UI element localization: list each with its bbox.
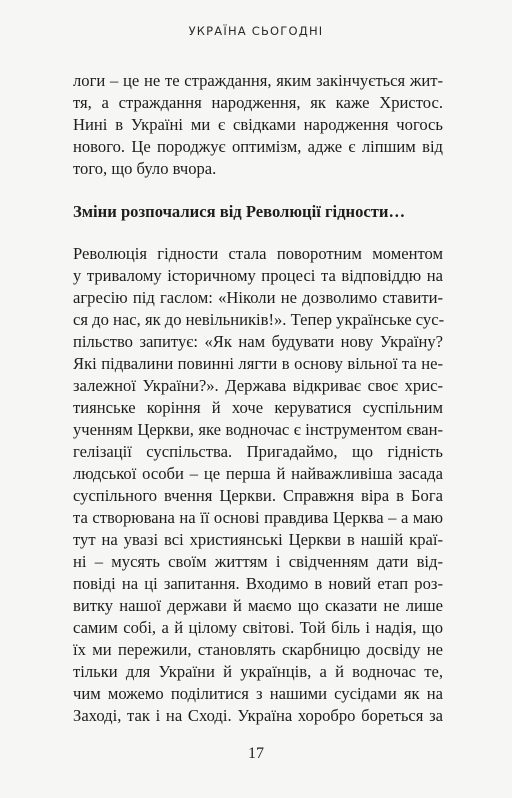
text-line: агресію під гаслом: «Ніколи не дозволимо ставити- <box>73 288 443 307</box>
text-line: суспільного вчення Церкви. Справжня віра в Бога <box>73 486 443 505</box>
section-heading: Зміни розпочалися від Революції гідности… <box>73 202 406 221</box>
text-line: самим собі, а й цілому світові. Той біль і надія, що <box>73 618 443 637</box>
text-line: Які підвалини повинні лягти в основу вільної та не- <box>73 354 443 373</box>
text-line: гелізації суспільства. Пригадаймо, що гідність <box>73 442 443 461</box>
text-line: ні – мусять своїм життям і свідченням дати від- <box>73 552 443 571</box>
text-line: ся до нас, як до невільників!». Тепер українське сус- <box>73 310 445 329</box>
text-line: тільки для України й українців, а й водночас те, <box>73 662 443 681</box>
text-line: ученням Церкви, яке водночас є інструментом єван- <box>73 420 443 439</box>
page-number: 17 <box>248 745 264 762</box>
text-line: нового. Це породжує оптимізм, адже є ліпшим від <box>73 137 443 156</box>
text-line: Заході, так і на Сході. Україна хоробро бореться за <box>73 706 443 725</box>
text-line: Революція гідности стала поворотним моментом <box>73 244 443 263</box>
text-line: пільство запитує: «Як нам будувати нову Україну? <box>73 332 443 351</box>
text-line: логи – це не те страждання, яким закінчується жит- <box>73 71 443 90</box>
text-line: Нині в Україні ми є свідками народження чогось <box>73 115 443 134</box>
text-line: їх ми пережили, становлять скарбницю досвіду не <box>73 640 443 659</box>
text-line: тиянське коріння й хоче керуватися суспільним <box>73 398 443 417</box>
text-line: людської особи – це перша й найважливіша засада <box>73 464 443 483</box>
text-line: повіді на ці запитання. Входимо в новий етап роз- <box>73 574 443 593</box>
text-line: тя, а страждання народження, як каже Христос. <box>73 93 443 112</box>
text-line: та створювана на її основі правдива Церква – а маю <box>73 508 443 527</box>
text-line: у тривалому історичному процесі та відповіддю на <box>73 266 443 285</box>
running-header: УКРАЇНА СЬОГОДНІ <box>188 24 324 38</box>
text-line: тут на увазі всі християнські Церкви в нашій краї- <box>73 530 443 549</box>
text-line: залежної України?». Держава відкриває своє хрис- <box>73 376 443 395</box>
text-line: того, що було вчора. <box>73 159 217 178</box>
text-line: витку нашої держави й маємо що сказати не лише <box>73 596 443 615</box>
text-line: чим можемо поділитися з нашими сусідами як на <box>73 684 443 703</box>
